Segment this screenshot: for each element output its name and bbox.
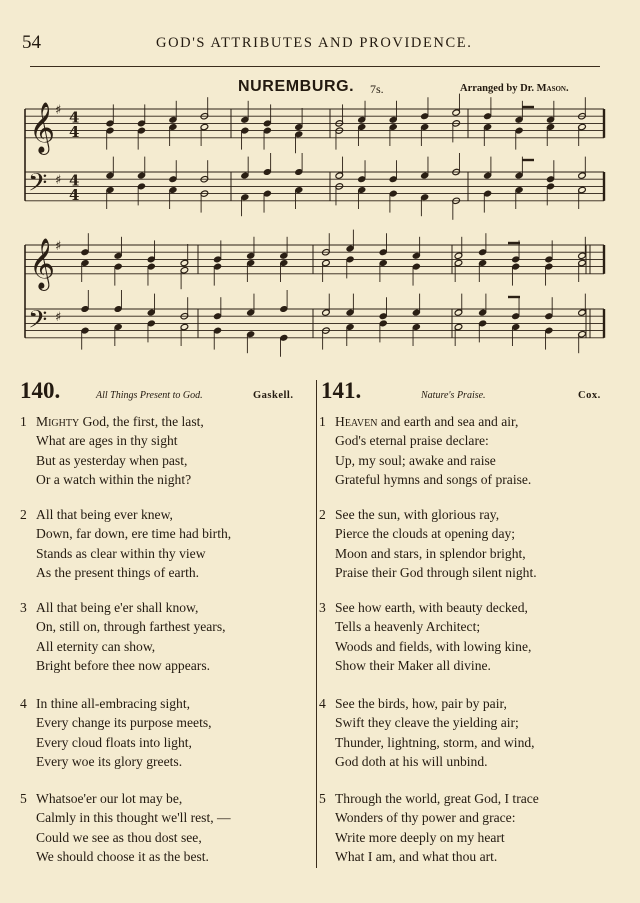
stanza-number: 4 [20,696,27,711]
stanza-line-text: All that being ever knew, [36,507,173,522]
stanza-line [36,637,226,656]
stanza-line [20,694,212,713]
stanza-line [335,563,537,582]
stanza-line [335,617,531,636]
hymn-140-number: 140. [20,378,61,403]
stanza-line-text: Down, far down, ere time had birth, [36,526,232,542]
stanza-line-text: We should choose it as the best. [36,849,209,865]
stanza-line [319,412,531,431]
stanza-initial-word: ighty [48,414,80,429]
page-number: 54 [22,32,41,53]
bass-clef-icon: 𝄢 [28,168,48,204]
stanza-initial: H [335,414,345,429]
stanza-number: 5 [319,791,326,806]
stanza-line [36,524,231,543]
stanza [319,598,532,676]
stanza-line-text: See the birds, how, pair by pair, [335,696,507,711]
stanza-line [335,847,539,866]
stanza-line-text: All that being e'er shall know, [36,600,199,615]
stanza-line-text: Thunder, lightning, storm, and wind, [335,734,535,750]
arranger-name: Mason. [536,83,569,94]
stanza-number: 1 [319,414,326,429]
stanza-number: 1 [20,414,27,429]
stanza-line-text: Woods and fields, with lowing kine, [335,638,532,654]
stanza-line-text: Grateful hymns and songs of praise. [335,472,532,488]
treble-clef-icon: 𝄞 [29,101,56,153]
stanza-line [20,598,226,617]
stanza-line-text: Wonders of thy power and grace: [335,810,516,826]
stanza-line [335,451,531,470]
bass-clef-icon: 𝄢 [28,305,48,341]
stanza-number: 5 [20,791,27,806]
stanza-line-text: See how earth, with beauty decked, [335,600,528,615]
stanza-line [36,733,212,752]
stanza-line-text: Every cloud floats into light, [36,734,192,750]
stanza-line-text: As the present things of earth. [36,565,200,581]
stanza-line-text: Pierce the clouds at opening day; [335,526,516,542]
hymn-140-composer: Gaskell. [253,390,294,401]
stanza-line [335,524,537,543]
stanza-line [335,752,535,771]
arranger-prefix: Arranged by Dr. [460,83,537,94]
stanza-line [36,828,231,847]
stanza-line-text: Every change its purpose meets, [36,715,212,731]
hymn-141-subtitle: Nature's Praise. [421,390,486,401]
stanza-line [36,808,231,827]
stanza-line [335,808,539,827]
time-signature-top: 4 [69,108,80,127]
stanza-line-text: Tells a heavenly Architect; [335,619,481,635]
time-signature-top: 4 [69,171,80,190]
sharp-icon: ♯ [55,310,62,326]
stanza-number: 2 [319,507,326,522]
stanza [319,505,537,583]
stanza-line-text: Bright before thee now appears. [36,658,211,674]
stanza-initial-word: eaven [344,414,378,429]
stanza-line-text: Every woe its glory greets. [36,754,183,770]
stanza [319,789,539,867]
stanza-number: 2 [20,507,27,522]
stanza-line [36,431,204,450]
stanza-line [335,656,531,675]
stanza-line-text: God, the first, the last, [79,414,204,429]
stanza-line [319,789,539,808]
stanza-line [335,828,539,847]
treble-clef-icon: 𝄞 [29,237,56,289]
tune-name: NUREMBURG. [238,78,355,95]
stanza-line-text: Show their Maker all divine. [335,658,491,674]
sharp-icon: ♯ [55,239,62,254]
stanza-line [36,563,231,582]
stanza-line-text: See the sun, with glorious ray, [335,507,500,522]
stanza-line [319,694,535,713]
stanza-line-text: God doth at his will unbind. [335,754,488,770]
stanza-line-text: and earth and sea and air, [377,414,519,429]
column-divider [316,380,317,868]
sharp-icon: ♯ [55,103,62,118]
stanza-line [20,412,204,431]
running-title: GOD'S ATTRIBUTES AND PROVIDENCE. [156,35,473,51]
stanza-line-text: Praise their God through silent night. [335,565,537,581]
stanza [20,694,212,772]
stanza-line-text: All eternity can show, [36,638,156,654]
time-signature-bottom: 4 [69,122,80,141]
stanza-line-text: Moon and stars, in splendor bright, [335,545,526,561]
stanza-number: 3 [319,600,326,615]
stanza-line-text: Whatsoe'er our lot may be, [36,791,183,806]
stanza-line-text: Or a watch within the night? [36,472,192,488]
stanza-line-text: Could we see as thou dost see, [36,829,202,845]
stanza [20,505,232,583]
stanza-line [335,431,531,450]
stanza-line [36,713,212,732]
stanza-line-text: Calmly in this thought we'll rest, — [36,810,231,826]
stanza [20,789,231,867]
stanza-number: 3 [20,600,27,615]
stanza-line [36,656,226,675]
stanza-line-text: Up, my soul; awake and raise [335,452,496,468]
stanza-line-text: Write more deeply on my heart [335,829,505,845]
stanza-line [36,847,231,866]
stanza-line [36,752,212,771]
time-signature-bottom: 4 [69,185,80,204]
stanza-initial: M [36,414,49,429]
stanza-line-text: On, still on, through farthest years, [36,619,226,635]
hymn-141-composer: Cox. [578,390,601,401]
stanza [20,598,226,676]
stanza [20,412,204,490]
hymn-140-subtitle: All Things Present to God. [96,390,203,401]
stanza-line [335,637,531,656]
stanza-line [335,470,531,489]
music-score [0,0,640,370]
stanza-line-text: But as yesterday when past, [36,452,188,468]
stanza-line [335,544,537,563]
stanza-line [20,505,231,524]
stanza-line [36,544,231,563]
stanza-line [36,617,226,636]
stanza-line [20,789,231,808]
sharp-icon: ♯ [55,173,62,189]
stanza-line [335,733,535,752]
tune-meter: 7s. [370,82,384,96]
stanza-number: 4 [319,696,326,711]
stanza-line [319,598,531,617]
stanza-line-text: In thine all-embracing sight, [36,696,191,711]
hymn-141-number: 141. [321,378,362,403]
stanza-line [319,505,537,524]
stanza-line [335,713,535,732]
stanza [319,412,532,490]
stanza-line-text: What I am, and what thou art. [335,849,498,865]
stanza-line-text: What are ages in thy sight [36,433,178,449]
stanza-line-text: Through the world, great God, I trace [335,791,539,806]
stanza-line-text: Stands as clear within thy view [36,545,206,561]
stanza [319,694,535,772]
stanza-line-text: God's eternal praise declare: [335,433,489,449]
stanza-line-text: Swift they cleave the yielding air; [335,715,519,731]
stanza-line [36,451,204,470]
stanza-line [36,470,204,489]
